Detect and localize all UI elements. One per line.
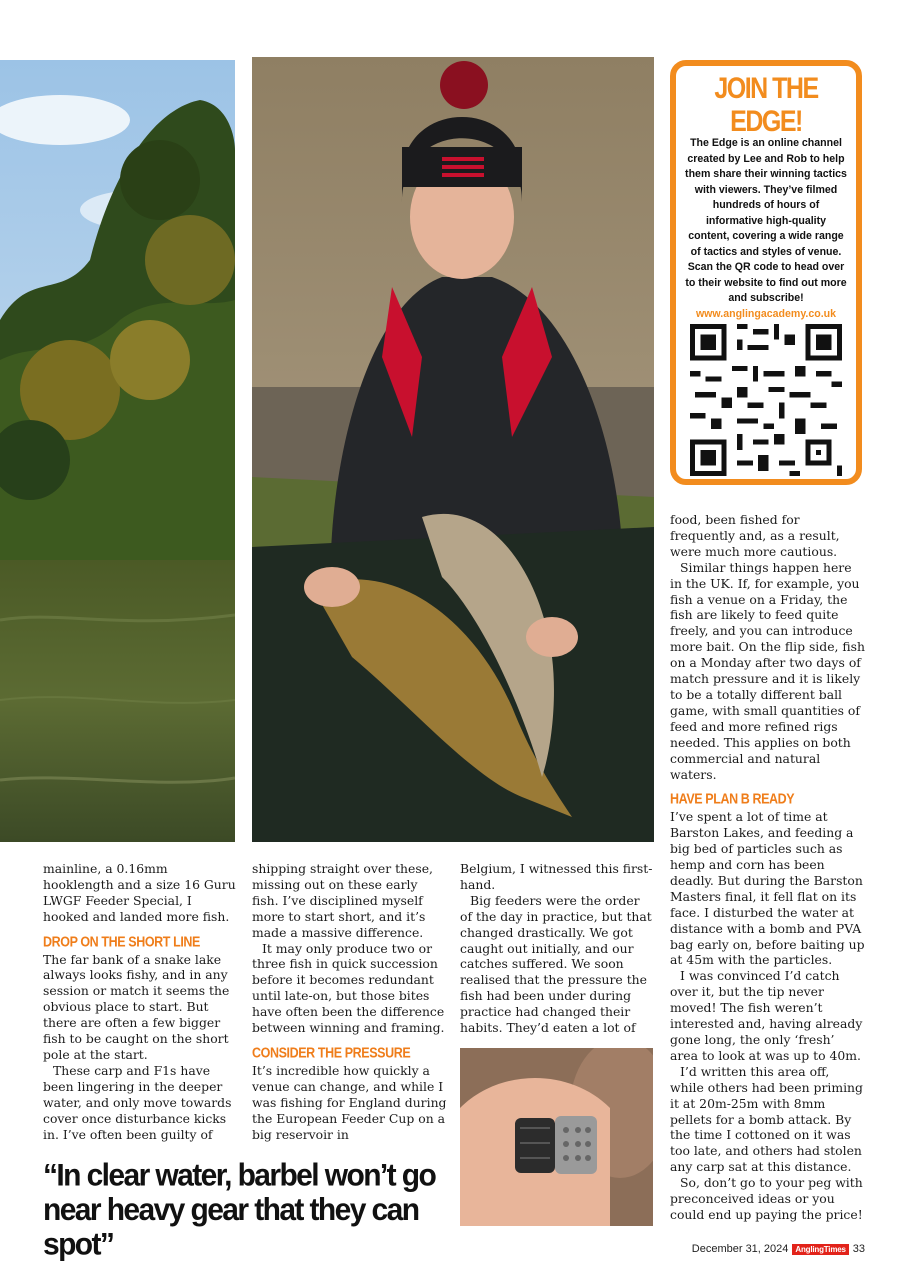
paragraph: shipping straight over these, missing out on these early fish. I’ve disciplined myself more to start short, and it’s made a massive difference. [252, 861, 433, 940]
join-the-edge-box [670, 60, 862, 485]
article-column-2 [252, 861, 447, 1142]
paragraph: So, don’t go to your peg with preconceived ideas or you could end up paying the price! [670, 1175, 863, 1222]
paragraph: Big feeders were the order of the day in practice, but that changed drastically. We got caught out initially, and our catches suffered. We soon realised that the pressure the fish had been under during practice had changed their habits. They’d eaten a lot of [460, 892, 652, 1036]
lake-photo [0, 60, 235, 842]
qr-code-icon[interactable] [690, 324, 842, 476]
subheading-have-plan-b-ready: HAVE PLAN B READY [670, 791, 795, 808]
paragraph: I’d written this area off, while others had been priming it at 20m-25m with 8mm pellets for a bomb attack. By the time I cottoned on it was too late, and others had stolen any carp sat at this distance. [670, 1063, 863, 1175]
paragraph: It’s incredible how quickly a venue can change, and while I was fishing for England during the European Feeder Cup on a big reservoir in [252, 1062, 447, 1142]
paragraph: The far bank of a snake lake always looks fishy, and in any session or match it seems the obvious place to start. But there are often a few bigger fish to be caught on the short pole at the start. [43, 951, 230, 1062]
page-footer [692, 1243, 865, 1255]
paragraph: I’ve spent a lot of time at Barston Lakes, and feeding a big bed of particles such as hemp and corn has been deadly. But during the Barston Masters final, it fell flat on its face. I disturbed the water at distance with a bomb and PVA bag early on, before baiting up at 45m with the particles. [670, 809, 865, 968]
promo-url-link[interactable]: www.anglingacademy.co.uk [695, 307, 837, 320]
angler-with-carp-photo [252, 57, 654, 842]
page-number: 33 [852, 1243, 865, 1255]
paragraph: food, been fished for frequently and, as a result, were much more cautious. [670, 512, 840, 559]
article-column-4 [670, 512, 865, 1223]
issue-date: December 31, 2024 [691, 1243, 789, 1255]
promo-title: JOIN THE EDGE! [714, 72, 818, 139]
paragraph: mainline, a 0.16mm hooklength and a size 16 Guru LWGF Feeder Special, I hooked and landed more fish. [43, 861, 236, 924]
feeders-in-hand-photo [460, 1048, 653, 1226]
paragraph: Belgium, I witnessed this first-hand. [460, 861, 653, 892]
paragraph: These carp and F1s have been lingering in the deeper water, and only move towards cover once disturbance kicks in. I’ve often been guilty of [43, 1062, 232, 1142]
paragraph: It may only produce two or three fish in quick succession before it becomes redundant until late-on, but those bites have often been the difference between winning and framing. [252, 940, 445, 1036]
promo-body: The Edge is an online channel created by Lee and Rob to help them share their winning tactics with viewers. They’ve filmed hundreds of hours of informative high-quality content, covering a wide range of tactics and styles of venue. Scan the QR code to head over to their website to find out more and subscribe! [685, 137, 847, 304]
article-column-1 [43, 861, 238, 1142]
subheading-drop-on-the-short-line: DROP ON THE SHORT LINE [43, 933, 200, 950]
subheading-consider-the-pressure: CONSIDER THE PRESSURE [252, 1044, 411, 1062]
article-column-3 [460, 861, 655, 1036]
brand-logo: AnglingTimes [792, 1244, 848, 1255]
pull-quote: “In clear water, barbel won’t go near heavy gear that they can spot” [43, 1158, 436, 1262]
paragraph: Similar things happen here in the UK. If, for example, you fish a venue on a Friday, the fish are likely to feed quite freely, and you can introduce more bait. On the flip side, fish on a Monday after two days of match pressure and it is likely to be a totally different ball game, with small quantities of feed and more refined rigs needed. This applies on both commercial and natural waters. [670, 559, 866, 782]
paragraph: I was convinced I’d catch over it, but the tip never moved! The fish weren’t interested and, having already gone long, the only ‘fresh’ area to look at was up to 40m. [670, 968, 863, 1063]
